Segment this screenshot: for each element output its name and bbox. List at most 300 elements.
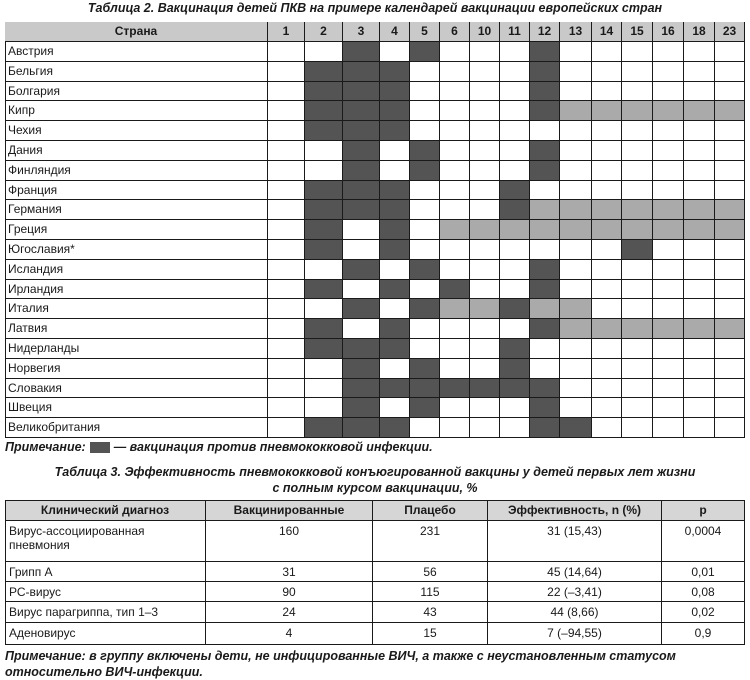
schedule-cell <box>268 339 305 359</box>
table2-note-label: Примечание: <box>5 440 86 454</box>
vaccination-cell <box>500 200 530 220</box>
table2-title: Таблица 2. Вакцинация детей ПКВ на примере календарей вакцинации европейских стран <box>87 1 663 15</box>
schedule-cell <box>622 418 653 438</box>
schedule-cell <box>410 240 440 260</box>
schedule-cell <box>622 398 653 418</box>
schedule-cell <box>592 260 622 280</box>
vaccinated-cell: 31 <box>206 562 373 582</box>
vaccination-cell <box>380 200 410 220</box>
vaccination-cell <box>410 398 440 418</box>
efficacy-cell: 44 (8,66) <box>488 602 662 623</box>
vaccination-cell <box>343 42 380 62</box>
schedule-cell <box>684 121 715 141</box>
schedule-cell <box>592 62 622 82</box>
schedule-cell <box>440 141 470 161</box>
country-cell: Швеция <box>5 398 268 418</box>
efficacy-table <box>5 500 745 646</box>
country-cell: Ирландия <box>5 280 268 299</box>
vaccination-cell <box>530 42 560 62</box>
placebo-header: Плацебо <box>373 500 488 521</box>
vaccination-cell <box>500 379 530 398</box>
shaded-cell <box>622 200 653 220</box>
vaccination-cell <box>343 181 380 200</box>
p-value-cell: 0,01 <box>662 562 745 582</box>
shaded-cell <box>684 319 715 339</box>
schedule-cell <box>380 359 410 379</box>
schedule-cell <box>268 379 305 398</box>
schedule-cell <box>440 398 470 418</box>
vaccination-cell <box>343 339 380 359</box>
month-header-1: 1 <box>268 22 305 42</box>
month-header-3: 3 <box>343 22 380 42</box>
schedule-cell <box>470 339 500 359</box>
schedule-cell <box>470 280 500 299</box>
schedule-cell <box>410 62 440 82</box>
schedule-cell <box>410 121 440 141</box>
schedule-cell <box>440 62 470 82</box>
vaccination-cell <box>410 359 440 379</box>
vaccinated-cell: 24 <box>206 602 373 623</box>
schedule-cell <box>684 299 715 319</box>
diagnosis-cell: Вирус парагриппа, тип 1–3 <box>5 602 206 623</box>
shaded-cell <box>592 220 622 240</box>
schedule-cell <box>560 359 592 379</box>
schedule-cell <box>440 101 470 121</box>
schedule-cell <box>592 240 622 260</box>
schedule-cell <box>268 418 305 438</box>
vaccination-cell <box>305 181 343 200</box>
vaccination-cell <box>530 141 560 161</box>
schedule-cell <box>653 62 684 82</box>
country-cell: Германия <box>5 200 268 220</box>
p-value-cell: 0,0004 <box>662 521 745 562</box>
vaccination-cell <box>343 121 380 141</box>
country-column-header: Страна <box>5 22 268 42</box>
country-cell: Дания <box>5 141 268 161</box>
placebo-cell: 56 <box>373 562 488 582</box>
schedule-cell <box>268 220 305 240</box>
vaccination-cell <box>410 379 440 398</box>
vaccination-cell <box>343 82 380 101</box>
country-cell: Исландия <box>5 260 268 280</box>
vaccination-cell <box>530 379 560 398</box>
schedule-cell <box>530 339 560 359</box>
schedule-cell <box>653 42 684 62</box>
schedule-cell <box>268 121 305 141</box>
vaccination-cell <box>530 62 560 82</box>
schedule-cell <box>684 42 715 62</box>
schedule-cell <box>560 379 592 398</box>
vaccination-cell <box>410 141 440 161</box>
vaccination-cell <box>343 101 380 121</box>
vaccination-cell <box>380 319 410 339</box>
table3-title-line1: Таблица 3. Эффективность пневмококковой конъюгированной вакцины у детей первых лет жизни <box>54 465 696 479</box>
schedule-cell <box>305 359 343 379</box>
schedule-cell <box>268 240 305 260</box>
vaccination-cell <box>305 240 343 260</box>
schedule-cell <box>684 62 715 82</box>
schedule-cell <box>715 280 745 299</box>
schedule-cell <box>592 339 622 359</box>
schedule-cell <box>653 121 684 141</box>
schedule-cell <box>500 141 530 161</box>
vaccination-cell <box>305 339 343 359</box>
schedule-cell <box>500 280 530 299</box>
vaccination-cell <box>380 82 410 101</box>
vaccination-cell <box>500 299 530 319</box>
schedule-cell <box>470 418 500 438</box>
schedule-cell <box>410 220 440 240</box>
schedule-cell <box>684 339 715 359</box>
schedule-cell <box>470 82 500 101</box>
schedule-cell <box>592 141 622 161</box>
schedule-cell <box>380 260 410 280</box>
vaccination-cell <box>380 62 410 82</box>
vaccination-cell <box>500 181 530 200</box>
schedule-cell <box>715 141 745 161</box>
schedule-cell <box>622 42 653 62</box>
p-value-cell: 0,02 <box>662 602 745 623</box>
shaded-cell <box>440 299 470 319</box>
schedule-cell <box>268 319 305 339</box>
vaccination-cell <box>410 161 440 181</box>
schedule-cell <box>622 379 653 398</box>
schedule-cell <box>500 260 530 280</box>
schedule-cell <box>500 121 530 141</box>
diagnosis-cell: Аденовирус <box>5 623 206 645</box>
shaded-cell <box>715 101 745 121</box>
country-cell: Нидерланды <box>5 339 268 359</box>
schedule-cell <box>560 141 592 161</box>
schedule-cell <box>622 82 653 101</box>
schedule-cell <box>268 141 305 161</box>
schedule-cell <box>653 398 684 418</box>
schedule-cell <box>684 240 715 260</box>
schedule-cell <box>343 220 380 240</box>
schedule-cell <box>305 42 343 62</box>
schedule-cell <box>268 161 305 181</box>
schedule-cell <box>592 379 622 398</box>
vaccination-cell <box>440 280 470 299</box>
schedule-cell <box>653 339 684 359</box>
vaccination-cell <box>343 379 380 398</box>
shaded-cell <box>684 220 715 240</box>
schedule-cell <box>380 161 410 181</box>
schedule-cell <box>715 82 745 101</box>
schedule-cell <box>560 280 592 299</box>
shaded-cell <box>653 220 684 240</box>
country-cell: Югославия* <box>5 240 268 260</box>
vaccination-cell <box>343 200 380 220</box>
month-header-4: 4 <box>380 22 410 42</box>
p-value-cell: 0,9 <box>662 623 745 645</box>
schedule-cell <box>684 141 715 161</box>
schedule-cell <box>305 398 343 418</box>
schedule-cell <box>380 42 410 62</box>
month-header-13: 13 <box>560 22 592 42</box>
schedule-cell <box>268 62 305 82</box>
schedule-cell <box>653 141 684 161</box>
shaded-cell <box>560 299 592 319</box>
vaccination-cell <box>305 220 343 240</box>
schedule-cell <box>470 101 500 121</box>
p-value-cell: 0,08 <box>662 582 745 602</box>
shaded-cell <box>622 319 653 339</box>
schedule-cell <box>440 339 470 359</box>
schedule-cell <box>500 240 530 260</box>
vaccination-cell <box>380 101 410 121</box>
country-cell: Франция <box>5 181 268 200</box>
table3-title-line2: с полным курсом вакцинации, % <box>272 481 478 495</box>
vaccination-cell <box>343 62 380 82</box>
schedule-cell <box>440 42 470 62</box>
vaccinated-cell: 160 <box>206 521 373 562</box>
schedule-cell <box>305 299 343 319</box>
schedule-cell <box>380 141 410 161</box>
schedule-cell <box>268 398 305 418</box>
schedule-cell <box>410 339 440 359</box>
schedule-cell <box>470 62 500 82</box>
shaded-cell <box>530 220 560 240</box>
schedule-cell <box>653 181 684 200</box>
schedule-cell <box>560 82 592 101</box>
schedule-cell <box>530 359 560 379</box>
country-cell: Кипр <box>5 101 268 121</box>
vaccination-cell <box>305 101 343 121</box>
vaccination-cell <box>380 220 410 240</box>
placebo-cell: 115 <box>373 582 488 602</box>
schedule-cell <box>500 398 530 418</box>
schedule-cell <box>622 359 653 379</box>
country-cell: Великобритания <box>5 418 268 438</box>
month-header-6: 6 <box>440 22 470 42</box>
schedule-cell <box>622 161 653 181</box>
schedule-cell <box>560 42 592 62</box>
table3-note: Примечание: в группу включены дети, не инфицированные ВИЧ, а также с неустановленным статусом относительно ВИЧ-инфекции. <box>5 649 676 679</box>
schedule-cell <box>470 359 500 379</box>
schedule-cell <box>684 181 715 200</box>
schedule-cell <box>715 379 745 398</box>
shaded-cell <box>622 101 653 121</box>
vaccination-cell <box>380 339 410 359</box>
schedule-cell <box>268 260 305 280</box>
country-cell: Финляндия <box>5 161 268 181</box>
schedule-cell <box>715 42 745 62</box>
vaccination-cell <box>343 161 380 181</box>
vaccination-cell <box>530 398 560 418</box>
table3-title <box>0 464 750 496</box>
schedule-cell <box>715 418 745 438</box>
country-cell: Бельгия <box>5 62 268 82</box>
schedule-cell <box>268 42 305 62</box>
month-header-11: 11 <box>500 22 530 42</box>
schedule-cell <box>410 101 440 121</box>
shaded-cell <box>684 101 715 121</box>
vaccination-cell <box>305 418 343 438</box>
schedule-cell <box>653 418 684 438</box>
vaccination-cell <box>305 121 343 141</box>
efficacy-cell: 7 (–94,55) <box>488 623 662 645</box>
schedule-cell <box>622 181 653 200</box>
country-cell: Австрия <box>5 42 268 62</box>
diagnosis-cell: Вирус-ассоциированная пневмония <box>5 521 206 562</box>
shaded-cell <box>560 200 592 220</box>
month-header-15: 15 <box>622 22 653 42</box>
schedule-cell <box>715 62 745 82</box>
schedule-cell <box>622 121 653 141</box>
schedule-cell <box>268 101 305 121</box>
schedule-cell <box>653 82 684 101</box>
schedule-cell <box>592 181 622 200</box>
schedule-cell <box>380 398 410 418</box>
schedule-cell <box>305 161 343 181</box>
schedule-cell <box>440 161 470 181</box>
vaccinated-header: Вакцинированные <box>206 500 373 521</box>
schedule-cell <box>684 82 715 101</box>
vaccination-cell <box>440 379 470 398</box>
schedule-cell <box>343 280 380 299</box>
vaccination-cell <box>305 200 343 220</box>
schedule-cell <box>530 240 560 260</box>
diagnosis-cell: Грипп А <box>5 562 206 582</box>
schedule-cell <box>560 339 592 359</box>
vaccination-cell <box>530 280 560 299</box>
schedule-cell <box>715 121 745 141</box>
shaded-cell <box>530 200 560 220</box>
placebo-cell: 231 <box>373 521 488 562</box>
schedule-cell <box>530 181 560 200</box>
shaded-cell <box>653 101 684 121</box>
schedule-cell <box>343 319 380 339</box>
vaccination-cell <box>380 280 410 299</box>
schedule-cell <box>305 260 343 280</box>
country-cell: Латвия <box>5 319 268 339</box>
schedule-cell <box>500 161 530 181</box>
schedule-cell <box>684 260 715 280</box>
schedule-cell <box>440 359 470 379</box>
schedule-cell <box>622 260 653 280</box>
table2-note <box>5 440 433 454</box>
schedule-cell <box>305 141 343 161</box>
shaded-cell <box>653 200 684 220</box>
diagnosis-header: Клинический диагноз <box>5 500 206 521</box>
schedule-cell <box>592 161 622 181</box>
schedule-cell <box>715 398 745 418</box>
month-header-14: 14 <box>592 22 622 42</box>
schedule-cell <box>715 240 745 260</box>
schedule-cell <box>653 359 684 379</box>
schedule-cell <box>440 260 470 280</box>
diagnosis-cell: РС-вирус <box>5 582 206 602</box>
schedule-cell <box>470 161 500 181</box>
schedule-cell <box>440 82 470 101</box>
schedule-cell <box>500 418 530 438</box>
vaccination-cell <box>305 62 343 82</box>
schedule-cell <box>410 200 440 220</box>
schedule-cell <box>684 398 715 418</box>
efficacy-cell: 22 (–3,41) <box>488 582 662 602</box>
schedule-cell <box>470 319 500 339</box>
country-cell: Греция <box>5 220 268 240</box>
vaccination-cell <box>530 319 560 339</box>
shaded-cell <box>470 220 500 240</box>
shaded-cell <box>653 319 684 339</box>
vaccinated-cell: 4 <box>206 623 373 645</box>
vaccination-cell <box>343 418 380 438</box>
shaded-cell <box>440 220 470 240</box>
vaccination-cell <box>530 418 560 438</box>
schedule-cell <box>470 42 500 62</box>
schedule-cell <box>500 62 530 82</box>
schedule-cell <box>470 141 500 161</box>
schedule-cell <box>653 299 684 319</box>
month-header-23: 23 <box>715 22 745 42</box>
schedule-cell <box>500 101 530 121</box>
month-header-16: 16 <box>653 22 684 42</box>
shaded-cell <box>530 299 560 319</box>
schedule-cell <box>622 141 653 161</box>
schedule-cell <box>470 121 500 141</box>
schedule-cell <box>440 319 470 339</box>
vaccination-schedule-table <box>5 22 745 438</box>
vaccination-cell <box>380 121 410 141</box>
vaccination-cell <box>343 398 380 418</box>
schedule-cell <box>343 240 380 260</box>
schedule-cell <box>530 121 560 141</box>
schedule-cell <box>684 359 715 379</box>
schedule-cell <box>684 379 715 398</box>
shaded-cell <box>592 319 622 339</box>
efficacy-cell: 45 (14,64) <box>488 562 662 582</box>
table2-note-text: — вакцинация против пневмококковой инфекции. <box>113 440 433 454</box>
month-header-12: 12 <box>530 22 560 42</box>
schedule-cell <box>410 418 440 438</box>
schedule-cell <box>684 418 715 438</box>
vaccination-cell <box>622 240 653 260</box>
schedule-cell <box>560 181 592 200</box>
schedule-cell <box>715 260 745 280</box>
dark-legend-swatch <box>90 442 110 453</box>
vaccination-cell <box>530 161 560 181</box>
placebo-cell: 15 <box>373 623 488 645</box>
month-header-10: 10 <box>470 22 500 42</box>
efficacy-cell: 31 (15,43) <box>488 521 662 562</box>
shaded-cell <box>715 200 745 220</box>
schedule-cell <box>715 161 745 181</box>
schedule-cell <box>500 42 530 62</box>
country-cell: Норвегия <box>5 359 268 379</box>
schedule-cell <box>268 280 305 299</box>
shaded-cell <box>500 220 530 240</box>
schedule-cell <box>410 181 440 200</box>
shaded-cell <box>560 101 592 121</box>
vaccination-cell <box>380 181 410 200</box>
schedule-cell <box>592 299 622 319</box>
vaccination-cell <box>410 260 440 280</box>
vaccination-cell <box>530 101 560 121</box>
schedule-cell <box>592 280 622 299</box>
shaded-cell <box>715 220 745 240</box>
schedule-cell <box>715 299 745 319</box>
schedule-cell <box>592 398 622 418</box>
schedule-cell <box>268 359 305 379</box>
vaccination-cell <box>305 280 343 299</box>
vaccination-cell <box>343 299 380 319</box>
vaccination-cell <box>500 359 530 379</box>
month-header-5: 5 <box>410 22 440 42</box>
schedule-cell <box>410 280 440 299</box>
shaded-cell <box>592 101 622 121</box>
